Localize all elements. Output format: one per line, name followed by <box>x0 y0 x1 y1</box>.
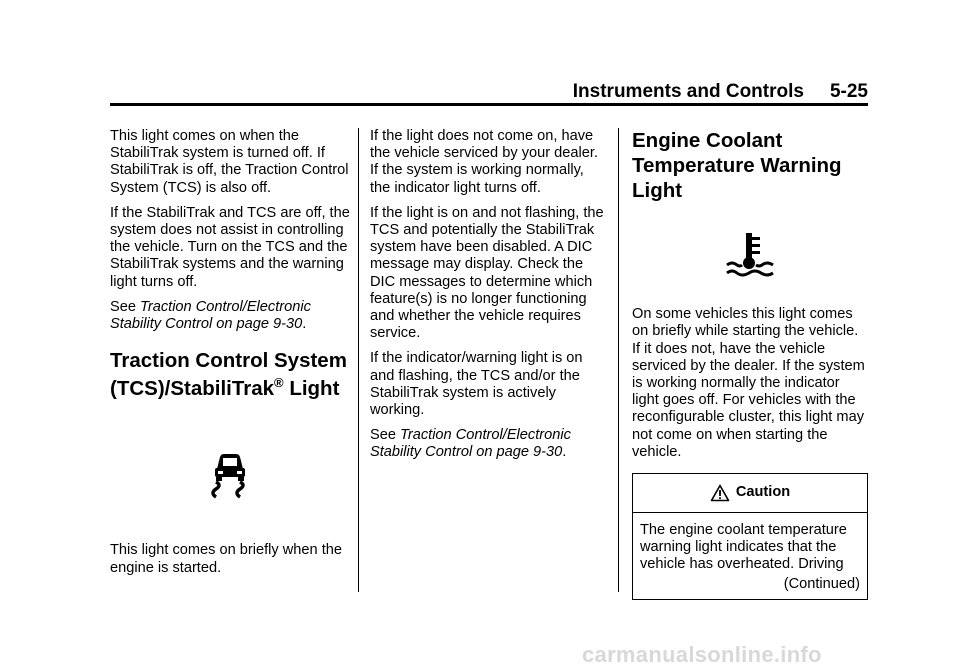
column-3 <box>632 128 868 600</box>
paragraph: This light comes on briefly when the engine is started. <box>110 542 342 576</box>
caution-title: Caution <box>735 484 791 501</box>
coolant-temperature-icon <box>632 231 868 284</box>
column-2 <box>370 128 608 470</box>
caution-triangle-icon <box>710 484 730 502</box>
traction-control-warning-icon <box>110 449 350 504</box>
cross-reference-link[interactable]: Traction Control/Electronic Stability Control on page 9-30 <box>110 298 311 333</box>
section-title: Instruments and Controls <box>572 81 804 102</box>
column-divider-1 <box>358 128 359 592</box>
section-heading-tcs: Traction Control System (TCS)/StabiliTrak® Light <box>110 349 347 401</box>
header-rule <box>110 103 868 106</box>
paragraph: On some vehicles this light comes on briefly while starting the vehicle. If it does not, have the vehicle serviced by the dealer. If the system is working normally the indicator light goes off. For vehicles with the reconfigurable cluster, this light may not come on when starting the vehicle. <box>632 306 865 460</box>
see-reference: See Traction Control/Electronic Stability Control on page 9-30. <box>370 427 571 461</box>
paragraph: This light comes on when the StabiliTrak system is turned off. If StabiliTrak is off, the Traction Control System (TCS) is also off. <box>110 128 349 196</box>
page-header <box>112 82 868 102</box>
paragraph: If the light is on and not flashing, the TCS and potentially the StabiliTrak system have been disabled. A DIC message may display. Check the DIC messages to determine which feature(s) is no longer functioning and whether the vehicle requires service. <box>370 204 604 342</box>
paragraph: If the light does not come on, have the vehicle serviced by your dealer. If the system is working normally, the indicator light turns off. <box>370 128 598 196</box>
watermark: carmanualsonline.info <box>582 642 822 667</box>
column-1 <box>110 128 350 585</box>
section-heading-coolant: Engine Coolant Temperature Warning Light <box>632 129 842 202</box>
column-divider-2 <box>618 128 619 592</box>
caution-box <box>632 473 868 600</box>
see-reference: See Traction Control/Electronic Stability Control on page 9-30. <box>110 298 311 333</box>
paragraph: If the indicator/warning light is on and flashing, the TCS and/or the StabiliTrak system is actively working. <box>370 350 583 419</box>
caution-body: The engine coolant temperature warning light indicates that the vehicle has overheated. Driving (Continued) <box>633 513 867 599</box>
continued-label: (Continued) <box>783 575 860 592</box>
paragraph: If the StabiliTrak and TCS are off, the system does not assist in controlling the vehicle. Turn on the TCS and the StabiliTrak systems and the warning light turns off. <box>110 204 350 290</box>
page-number: 5-25 <box>829 81 868 102</box>
caution-header <box>633 474 867 513</box>
cross-reference-link[interactable]: Traction Control/Electronic Stability Control on page 9-30 <box>370 427 571 461</box>
